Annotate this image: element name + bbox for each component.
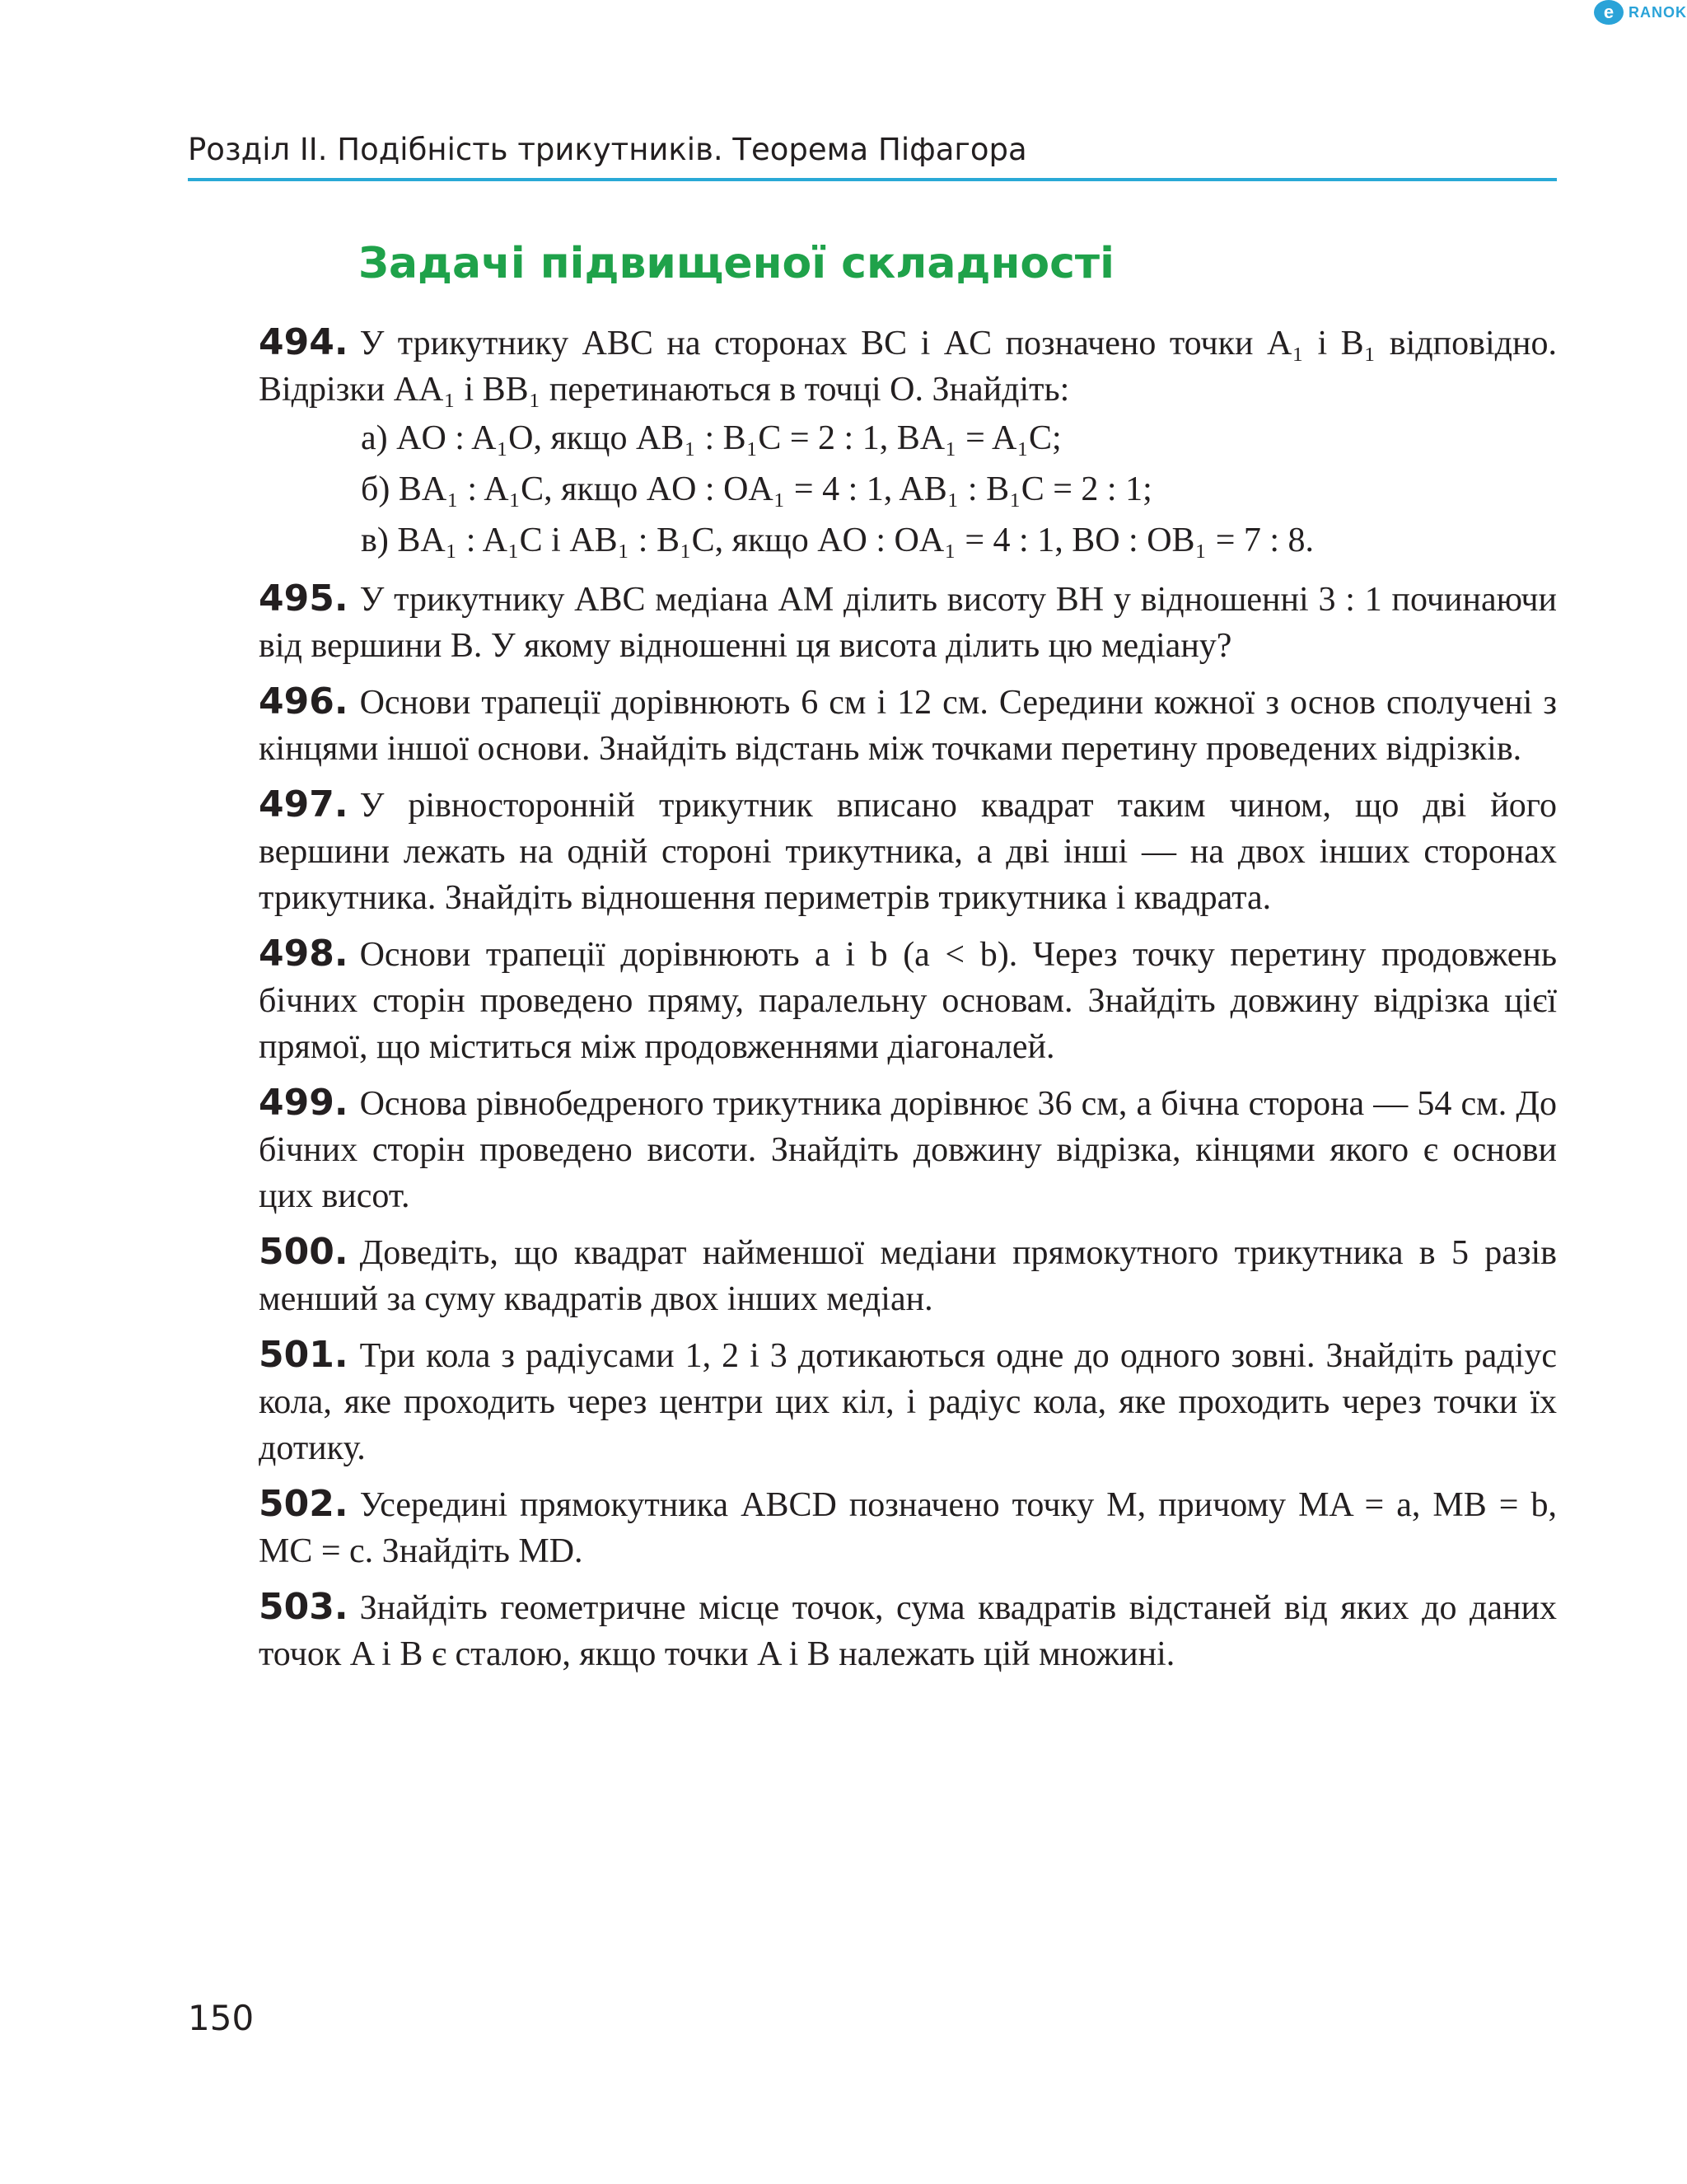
- problem-number: 499.: [259, 1082, 348, 1124]
- problem-number: 494.: [259, 321, 348, 363]
- problem-text: Три кола з радіусами 1, 2 і 3 дотикаються одне до одного зовні. Знайдіть радіус кола, яке проходить через центри цих кіл, і радіус кола, яке проходить через точки їх дотику.: [259, 1337, 1557, 1467]
- problem-number: 501.: [259, 1334, 348, 1376]
- problem-number: 495.: [259, 578, 348, 620]
- problem-number: 498.: [259, 933, 348, 975]
- problem-text: У трикутнику ABC на сторонах BC і AC позначено точки A₁ і B₁ відповідно. Відрізки AA₁ і BB₁ перетинаються в точці O. Знайдіть:: [259, 325, 1557, 409]
- running-header: Розділ II. Подібність трикутників. Теорема Піфагора: [188, 132, 1027, 167]
- problem-501: [259, 1332, 1557, 1471]
- problem-item-b: б) BA₁ : A₁C, якщо AO : OA₁ = 4 : 1, AB₁ : B₁C = 2 : 1;: [361, 470, 1152, 508]
- problem-495: [259, 576, 1557, 669]
- problem-number: 496.: [259, 680, 348, 723]
- problem-496: [259, 679, 1557, 772]
- problem-number: 502.: [259, 1483, 348, 1525]
- logo-text: RANOK: [1629, 3, 1687, 21]
- section-title: Задачі підвищеної складності: [358, 239, 1115, 288]
- logo-mark: e: [1594, 0, 1624, 25]
- problem-text: У рівносторонній трикутник вписано квадрат таким чином, що дві його вершини лежать на одній стороні трикутника, а дві інші — на двох інших сторонах трикутника. Знайдіть відношення периметрів трикутника і квадрата.: [259, 787, 1557, 917]
- problem-list: [259, 320, 1557, 1687]
- problem-number: 500.: [259, 1231, 348, 1273]
- problem-498: [259, 931, 1557, 1070]
- header-rule: [188, 178, 1557, 181]
- problem-499: [259, 1080, 1557, 1219]
- problem-text: Усередині прямокутника ABCD позначено точку M, причому MA = a, MB = b, MC = c. Знайдіть MD.: [259, 1486, 1557, 1570]
- publisher-logo: [1594, 0, 1687, 25]
- problem-text: Основи трапеції дорівнюють 6 см і 12 см. Середини кожної з основ сполучені з кінцями іншої основи. Знайдіть відстань між точками перетину проведених відрізків.: [259, 684, 1557, 768]
- problem-text: Доведіть, що квадрат найменшої медіани прямокутного трикутника в 5 разів менший за суму квадратів двох інших медіан.: [259, 1234, 1557, 1318]
- problem-500: [259, 1229, 1557, 1322]
- problem-text: Знайдіть геометричне місце точок, сума квадратів відстаней від яких до даних точок A і B є сталою, якщо точки A і B належать цій множині.: [259, 1589, 1557, 1673]
- problem-number: 503.: [259, 1586, 348, 1628]
- problem-text: У трикутнику ABC медіана AM ділить висоту BH у відношенні 3 : 1 починаючи від вершини B. У якому відношенні ця висота ділить цю медіану?: [259, 581, 1557, 665]
- problem-502: [259, 1481, 1557, 1574]
- problem-item-c: в) BA₁ : A₁C і AB₁ : B₁C, якщо AO : OA₁ = 4 : 1, BO : OB₁ = 7 : 8.: [361, 521, 1315, 559]
- problem-number: 497.: [259, 783, 348, 825]
- problem-text: Основи трапеції дорівнюють a і b (a < b). Через точку перетину продовжень бічних сторін проведено пряму, паралельну основам. Знайдіть довжину відрізка цієї прямої, що міститься між продовженнями діагоналей.: [259, 936, 1557, 1066]
- problem-497: [259, 782, 1557, 921]
- problem-494: [259, 320, 1557, 566]
- problem-item-a: а) AO : A₁O, якщо AB₁ : B₁C = 2 : 1, BA₁ = A₁C;: [361, 419, 1062, 457]
- problem-503: [259, 1584, 1557, 1677]
- problem-text: Основа рівнобедреного трикутника дорівнює 36 см, а бічна сторона — 54 см. До бічних сторін проведено висоти. Знайдіть довжину відрізка, кінцями якого є основи цих висот.: [259, 1085, 1557, 1215]
- page-number: 150: [188, 1998, 255, 2038]
